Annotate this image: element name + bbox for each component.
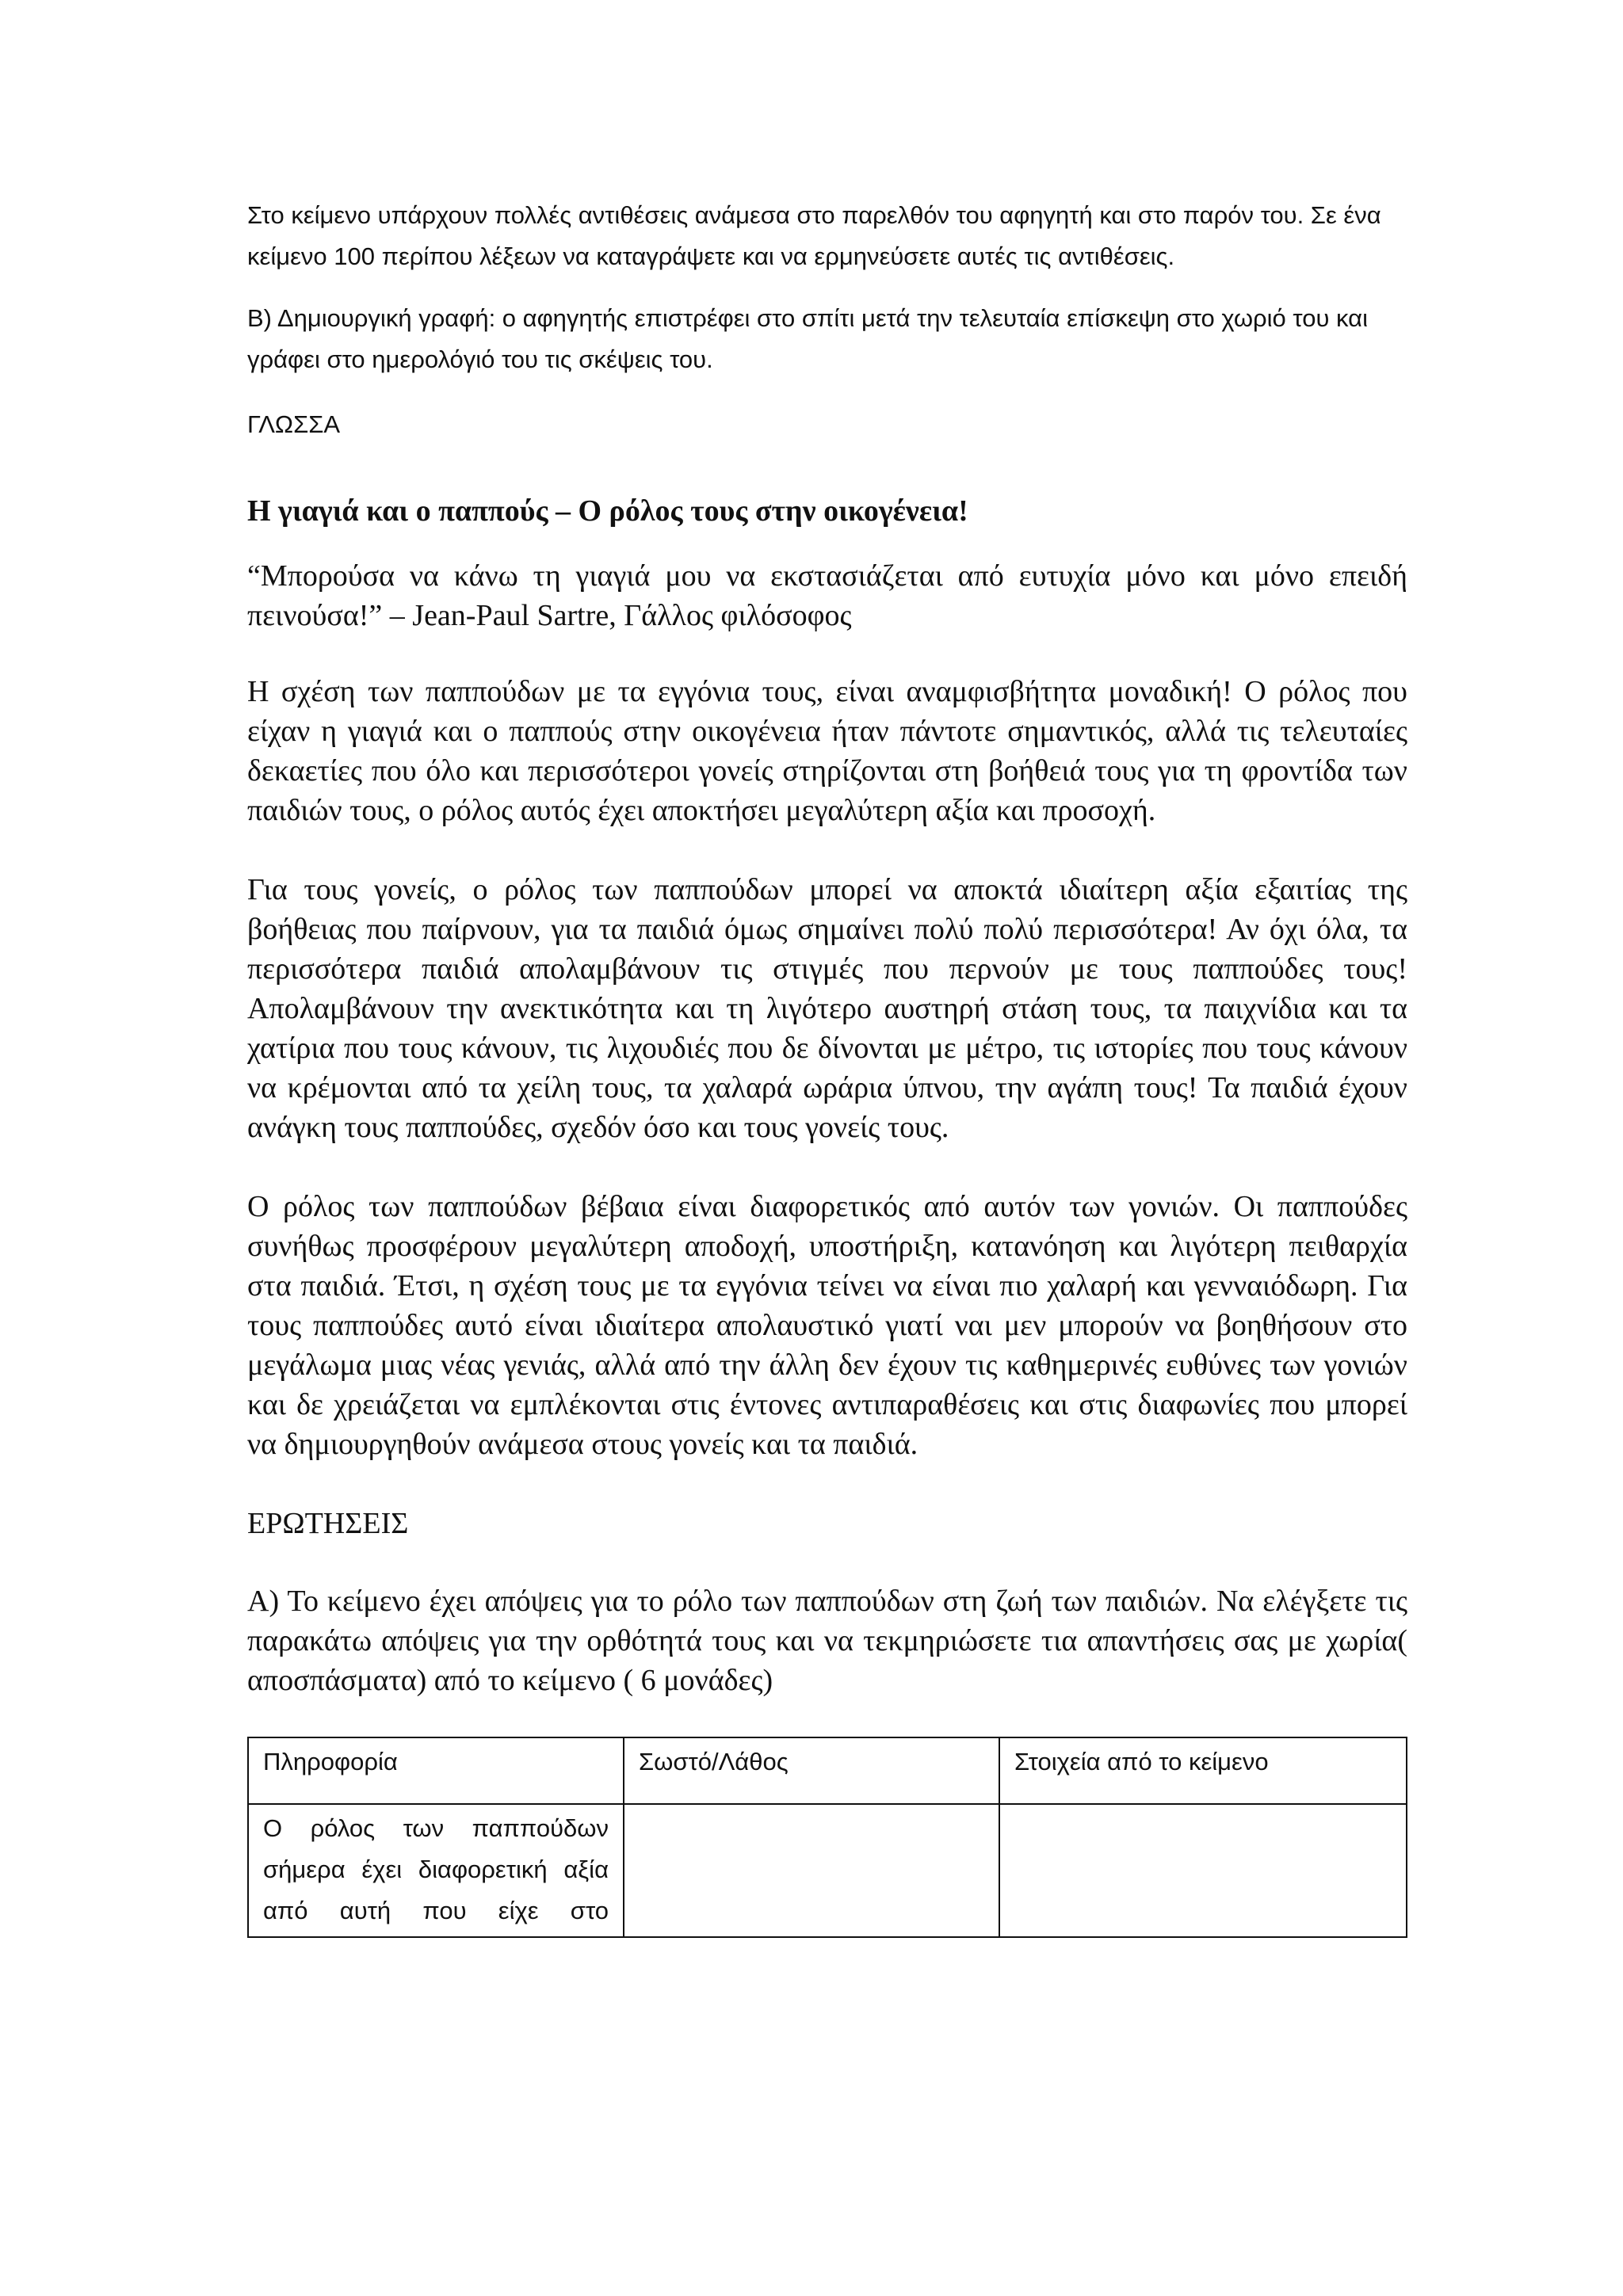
table-header-cell bbox=[999, 1737, 1407, 1804]
statement-text: Ο ρόλος των παππούδων σήμερα έχει διαφορετική αξία από αυτή που είχε στο bbox=[263, 1814, 609, 1924]
article-paragraph: Ο ρόλος των παππούδων βέβαια είναι διαφορετικός από αυτόν των γονιών. Οι παππούδες συνήθως προσφέρουν μεγαλύτερη αποδοχή, υποστήριξη, κατανόηση και λιγότερη πειθαρχία στα παιδιά. Έτσι, η σχέση τους με τα εγγόνια τείνει να είναι πιο χαλαρή και γενναιόδωρη. Για τους παππούδες αυτό είναι ιδιαίτερα απολαυστικό γιατί ναι μεν μπορούν να βοηθήσουν στο μεγάλωμα μιας νέας γενιάς, αλλά από την άλλη δεν έχουν τις καθημερινές ευθύνες των γονιών και δε χρειάζεται να εμπλέκονται στις έντονες αντιπαραθέσεις και στις διαφωνίες που μπορεί να δημιουργηθούν ανάμεσα στους γονείς και τα παιδιά. bbox=[247, 1190, 1407, 1461]
table-row bbox=[248, 1804, 1407, 1937]
article-paragraph: Η σχέση των παππούδων με τα εγγόνια τους, είναι αναμφισβήτητα μοναδική! Ο ρόλος που είχαν η γιαγιά και ο παππούς στην οικογένεια ήταν πάντοτε σημαντικός, αλλά τις τελευταίες δεκαετίες που όλο και περισσότεροι γονείς στηρίζονται στη βοήθειά τους για τη φροντίδα των παιδιών τους, ο ρόλος αυτός έχει αποκτήσει μεγαλύτερη αξία και προσοχή. bbox=[247, 675, 1407, 827]
header-evidence: Στοιχεία από το κείμενο bbox=[1014, 1748, 1269, 1775]
writing-task-text: Στο κείμενο υπάρχουν πολλές αντιθέσεις ανάμεσα στο παρελθόν του αφηγητή και στο παρόν του. Σε ένα κείμενο 100 περίπου λέξεων να καταγράψετε και να ερμηνεύσετε αυτές τις αντιθέσεις. bbox=[247, 201, 1381, 270]
table-header-row bbox=[248, 1737, 1407, 1804]
header-true-false: Σωστό/Λάθος bbox=[639, 1748, 789, 1775]
questions-heading: ΕΡΩΤΗΣΕΙΣ bbox=[247, 1507, 409, 1540]
table-cell-answer[interactable] bbox=[624, 1804, 999, 1937]
answers-table bbox=[247, 1737, 1407, 1938]
article-paragraph: Για τους γονείς, ο ρόλος των παππούδων μπορεί να αποκτά ιδιαίτερη αξία εξαιτίας της βοήθειας που παίρνουν, για τα παιδιά όμως σημαίνει πολύ πολύ περισσότερα! Αν όχι όλα, τα περισσότερα παιδιά απολαμβάνουν τις στιγμές που περνούν με τους παππούδες τους! Απολαμβάνουν την ανεκτικότητα και τη λιγότερο αυστηρή στάση τους, τα παιχνίδια και τα χατίρια που τους κάνουν, τις λιχουδιές που δε δίνονται με μέτρο, τις ιστορίες που τους κάνουν να κρέμονται από τα χείλη τους, τα χαλαρά ωράρια ύπνου, την αγάπη τους! Τα παιδιά έχουν ανάγκη τους παππούδες, σχεδόν όσο και τους γονείς τους. bbox=[247, 873, 1407, 1144]
header-information: Πληροφορία bbox=[263, 1748, 398, 1775]
table-header-cell bbox=[624, 1737, 999, 1804]
page-content bbox=[247, 195, 1407, 1938]
article-title: Η γιαγιά και ο παππούς – Ο ρόλος τους στην οικογένεια! bbox=[247, 494, 968, 528]
article-quote: “Μπορούσα να κάνω τη γιαγιά μου να εκστασιάζεται από ευτυχία μόνο και μόνο επειδή πεινούσα!” – Jean-Paul Sartre, Γάλλος φιλόσοφος bbox=[247, 559, 1407, 632]
table-header-cell bbox=[248, 1737, 624, 1804]
table-cell-statement bbox=[248, 1804, 624, 1937]
table-cell-evidence[interactable] bbox=[999, 1804, 1407, 1937]
section-label-language: ΓΛΩΣΣΑ bbox=[247, 410, 341, 438]
creative-writing-task: Β) Δημιουργική γραφή: ο αφηγητής επιστρέφει στο σπίτι μετά την τελευταία επίσκεψη στο χωριό του και γράφει στο ημερολόγιό του τις σκέψεις του. bbox=[247, 304, 1368, 373]
question-a: Α) Το κείμενο έχει απόψεις για το ρόλο των παππούδων στη ζωή των παιδιών. Να ελέγξετε τις παρακάτω απόψεις για την ορθότητά τους και να τεκμηριώσετε τια απαντήσεις σας με χωρία( αποσπάσματα) από το κείμενο ( 6 μονάδες) bbox=[247, 1585, 1407, 1697]
